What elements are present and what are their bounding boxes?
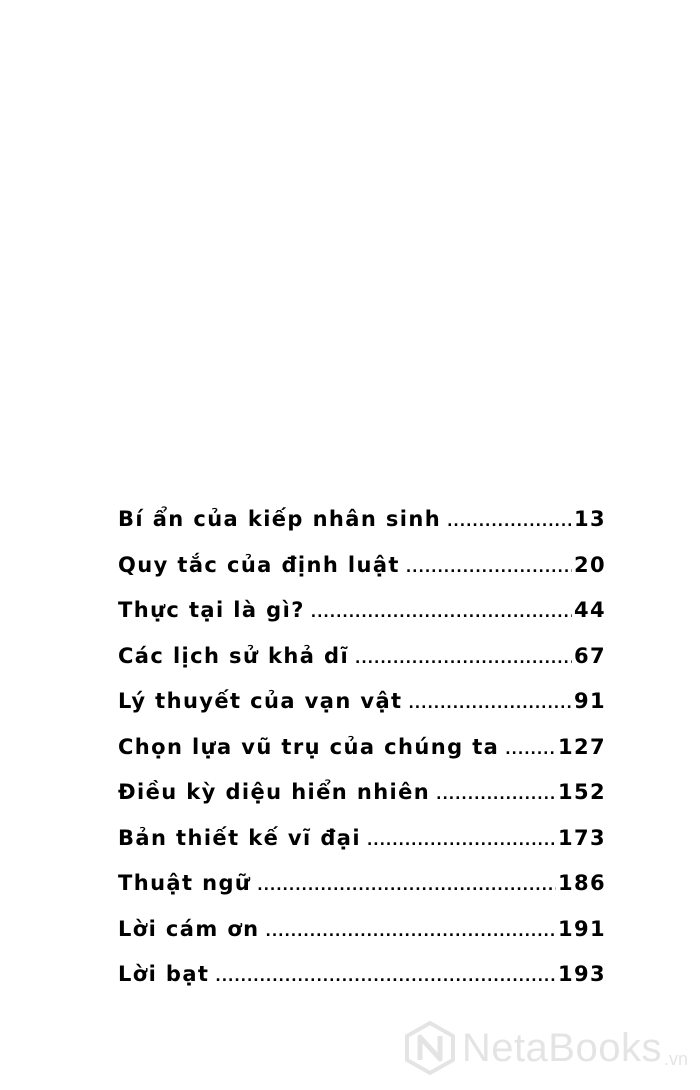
netabooks-watermark xyxy=(404,1020,688,1076)
toc-entry-9[interactable] xyxy=(118,871,606,917)
toc-entry-11[interactable] xyxy=(118,962,606,1008)
toc-entry-6[interactable] xyxy=(118,735,606,781)
toc-entry-page: 191 xyxy=(557,916,606,941)
toc-entry-5[interactable] xyxy=(118,689,606,735)
toc-entry-3[interactable] xyxy=(118,598,606,644)
toc-entry-title: Lý thuyết của vạn vật xyxy=(118,689,403,713)
toc-entry-page: 91 xyxy=(573,689,606,713)
toc-entry-title: Lời cám ơn xyxy=(118,916,260,941)
toc-entry-title: Quy tắc của định luật xyxy=(118,552,400,577)
toc-entry-page: 44 xyxy=(573,598,606,622)
toc-dot-leader xyxy=(505,742,556,758)
toc-entry-page: 67 xyxy=(573,643,606,668)
toc-entry-4[interactable] xyxy=(118,644,606,690)
toc-entry-page: 173 xyxy=(557,825,606,850)
toc-entry-1[interactable] xyxy=(118,507,606,553)
watermark-brand: NetaBooks xyxy=(461,1025,662,1070)
table-of-contents xyxy=(118,507,606,1008)
toc-entry-title: Bí ẩn của kiếp nhân sinh xyxy=(118,507,442,531)
toc-entry-title: Các lịch sử khả dĩ xyxy=(118,643,350,668)
toc-dot-leader xyxy=(436,787,556,803)
watermark-suffix: .vn xyxy=(663,1049,688,1069)
toc-entry-title: Điều kỳ diệu hiển nhiên xyxy=(118,780,431,804)
toc-entry-page: 186 xyxy=(557,871,606,895)
netabooks-logo-icon xyxy=(404,1020,456,1076)
toc-entry-title: Chọn lựa vũ trụ của chúng ta xyxy=(118,734,500,759)
toc-entry-page: 152 xyxy=(557,780,606,804)
toc-dot-leader xyxy=(408,696,571,712)
toc-dot-leader xyxy=(406,560,572,576)
toc-dot-leader xyxy=(257,878,556,894)
toc-dot-leader xyxy=(447,514,572,530)
toc-dot-leader xyxy=(215,969,556,985)
toc-entry-page: 13 xyxy=(573,507,606,531)
toc-entry-7[interactable] xyxy=(118,780,606,826)
toc-entry-title: Thực tại là gì? xyxy=(118,598,305,622)
toc-entry-page: 193 xyxy=(557,962,606,986)
toc-dot-leader xyxy=(355,651,572,667)
toc-entry-page: 20 xyxy=(573,552,606,577)
toc-dot-leader xyxy=(367,833,556,849)
toc-entry-2[interactable] xyxy=(118,553,606,599)
toc-entry-page: 127 xyxy=(557,734,606,759)
toc-entry-10[interactable] xyxy=(118,917,606,963)
toc-entry-title: Lời bạt xyxy=(118,962,210,986)
toc-entry-title: Bản thiết kế vĩ đại xyxy=(118,825,361,850)
toc-dot-leader xyxy=(311,605,572,621)
toc-entry-title: Thuật ngữ xyxy=(118,871,252,895)
toc-dot-leader xyxy=(266,924,556,940)
toc-entry-8[interactable] xyxy=(118,826,606,872)
